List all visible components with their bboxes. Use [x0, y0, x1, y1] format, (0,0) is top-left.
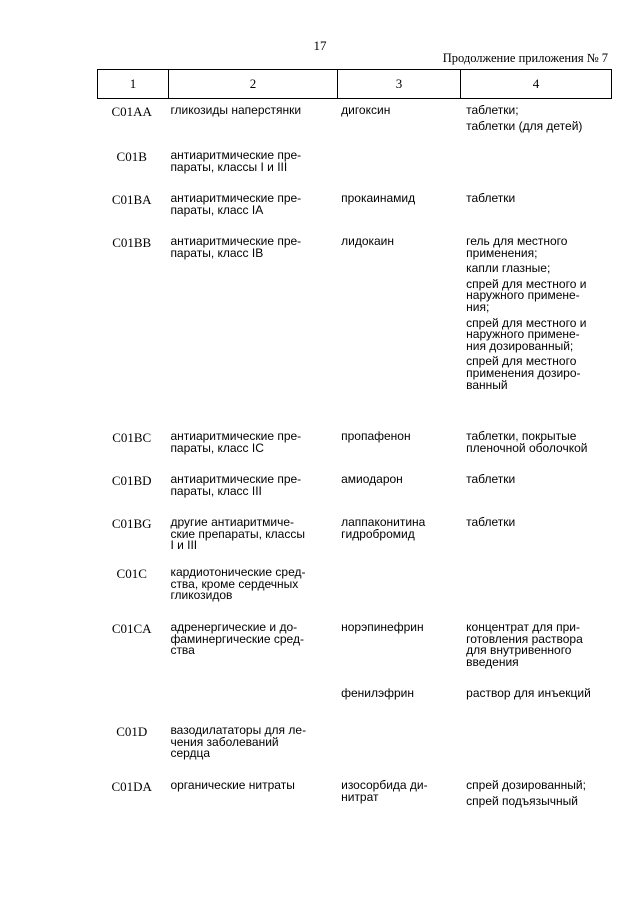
dosage-form-item: таблетки — [466, 472, 516, 486]
anatomical-group-cell: антиаритмические пре- параты, класс IB — [170, 234, 302, 260]
atc-code-cell: C01C — [116, 566, 147, 581]
anatomical-group-cell: антиаритмические пре- параты, класс IA — [170, 191, 302, 217]
drug-name-cell — [337, 563, 462, 618]
column-header-1: 1 — [98, 70, 169, 99]
drug-name-cell: амиодарон — [341, 472, 403, 486]
dosage-form-item: концентрат для при- готовления раствора для внутривенного введения — [466, 620, 583, 669]
dosage-form-item: таблетки (для детей) — [466, 118, 583, 133]
drug-name-cell: лаппаконитина гидробромид — [341, 515, 426, 541]
dosage-form-item: спрей подъязычный — [466, 793, 579, 808]
atc-code-cell: C01B — [116, 149, 147, 164]
anatomical-group-cell: органические нитраты — [170, 778, 295, 792]
table-row — [97, 513, 609, 563]
dosage-form-item: спрей для местного и наружного примене- ния дозированный; — [466, 315, 587, 353]
dosage-forms-cell — [462, 563, 609, 618]
column-header-3: 3 — [338, 70, 461, 99]
dosage-form-item: таблетки, покрытые пленочной оболочкой — [466, 429, 588, 455]
drug-name-cell: фенилэфрин — [341, 686, 414, 700]
dosage-form-item: спрей для местного и наружного примене- ния; — [466, 276, 587, 314]
appendix-continuation-label: Продолжение приложения № 7 — [442, 51, 608, 65]
drug-name-cell: изосорбида ди- нитрат — [341, 778, 428, 804]
dosage-form-item: гель для местного применения; — [466, 234, 568, 260]
drug-name-cell: прокаинамид — [341, 191, 416, 205]
dosage-forms-cell — [462, 684, 609, 721]
table-row — [97, 146, 609, 189]
table-body — [97, 101, 609, 836]
table-row — [97, 427, 609, 470]
table-row — [97, 232, 609, 427]
dosage-forms-cell — [462, 721, 609, 776]
dosage-form-item: капли глазные; — [466, 261, 551, 276]
table-row — [97, 189, 609, 232]
table-row — [97, 470, 609, 513]
atc-code-cell — [97, 684, 166, 721]
table-row — [97, 721, 609, 776]
dosage-forms-cell — [462, 427, 609, 470]
table-row — [97, 684, 609, 721]
atc-code-cell: C01BG — [111, 516, 152, 531]
anatomical-group-cell: другие антиаритмиче- ские препараты, классы I и III — [170, 515, 305, 553]
drug-name-cell: дигоксин — [341, 103, 391, 117]
atc-code-cell: C01BB — [112, 235, 152, 250]
dosage-forms-cell — [462, 189, 609, 232]
dosage-form-item: таблетки; — [466, 103, 519, 117]
dosage-form-item: спрей для местного применения дозиро- ванный — [466, 354, 581, 392]
atc-code-cell: C01AA — [111, 104, 152, 119]
anatomical-group-cell: антиаритмические пре- параты, классы I и III — [170, 148, 302, 174]
anatomical-group-cell: вазодилататоры для ле- чения заболеваний сердца — [170, 723, 307, 761]
table-row — [97, 618, 609, 684]
table-row — [97, 101, 609, 146]
anatomical-group-cell: антиаритмические пре- параты, класс III — [170, 472, 302, 498]
dosage-forms-cell — [462, 232, 609, 427]
dosage-forms-cell — [462, 513, 609, 563]
atc-code-cell: C01D — [116, 724, 148, 739]
table-row — [97, 563, 609, 618]
column-header-4: 4 — [461, 70, 612, 99]
dosage-form-item: спрей дозированный; — [466, 778, 586, 792]
atc-code-cell: C01CA — [111, 621, 152, 636]
atc-code-cell: C01DA — [111, 779, 152, 794]
dosage-form-item: таблетки — [466, 191, 516, 205]
dosage-forms-cell — [462, 776, 609, 836]
drug-name-cell: норэпинефрин — [341, 620, 424, 634]
table-header — [97, 69, 612, 99]
anatomical-group-cell: антиаритмические пре- параты, класс IC — [170, 429, 302, 455]
anatomical-group-cell: кардиотонические сред- ства, кроме сердечных гликозидов — [170, 565, 306, 603]
page-number: 17 — [313, 38, 327, 53]
drug-name-cell: лидокаин — [341, 234, 395, 248]
column-header-2: 2 — [169, 70, 338, 99]
drug-name-cell: пропафенон — [341, 429, 411, 443]
dosage-forms-cell — [462, 146, 609, 189]
atc-code-cell: C01BD — [111, 473, 152, 488]
dosage-form-item: таблетки — [466, 515, 516, 529]
table-row — [97, 776, 609, 836]
drug-name-cell — [337, 721, 462, 776]
anatomical-group-cell: гликозиды наперстянки — [170, 103, 302, 117]
dosage-forms-cell — [462, 618, 609, 684]
anatomical-group-cell: адренергические и до- фаминергические сред- ства — [170, 620, 304, 658]
drug-name-cell — [337, 146, 462, 189]
dosage-forms-cell — [462, 101, 609, 146]
dosage-form-item: раствор для инъекций — [466, 686, 591, 700]
anatomical-group-cell — [166, 684, 337, 721]
atc-code-cell: C01BA — [111, 192, 152, 207]
atc-code-cell: C01BC — [112, 430, 152, 445]
dosage-forms-cell — [462, 470, 609, 513]
